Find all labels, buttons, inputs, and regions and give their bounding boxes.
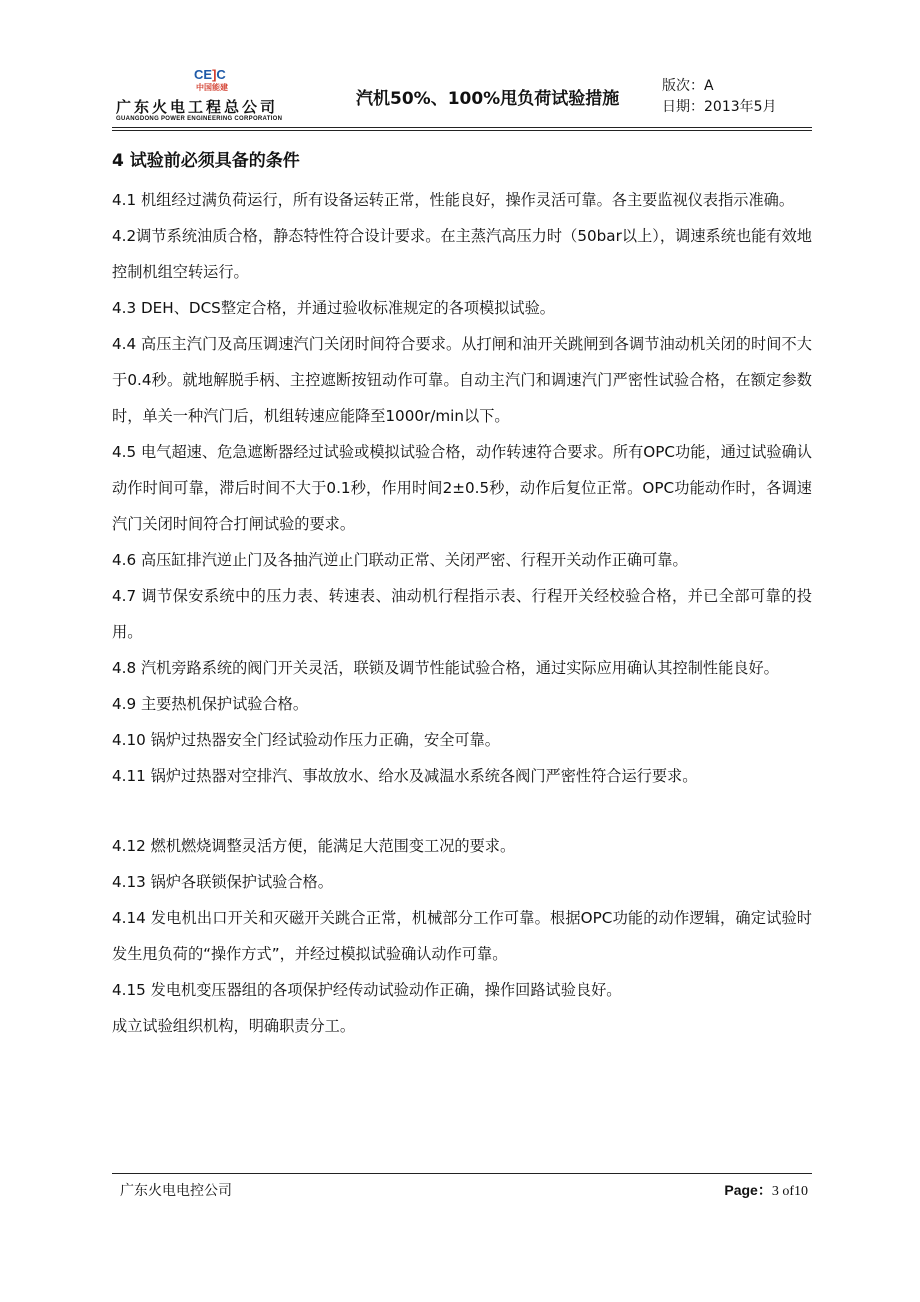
page-label: Page：: [724, 1182, 772, 1198]
company-logo: [112, 62, 317, 126]
paragraph-4-13: 4.13 锅炉各联锁保护试验合格。: [112, 873, 333, 891]
paragraph-4-14: 4.14 发电机出口开关和灭磁开关跳合正常，机械部分工作可靠。根据OPC功能的动作逻辑，确定试验时发生甩负荷的“操作方式”，并经过模拟试验确认动作可靠。: [112, 909, 812, 963]
paragraph-4-4: 4.4 高压主汽门及高压调速汽门关闭时间符合要求。从打闸和油开关跳闸到各调节油动机关闭的时间不大于0.4秒。就地解脱手柄、主控遮断按钮动作可靠。自动主汽门和调速汽门严密性试验合格，在额定参数时，单关一种汽门后，机组转速应能降至1000r/min以下。: [112, 335, 812, 425]
paragraph-4-3: 4.3 DEH、DCS整定合格，并通过验收标准规定的各项模拟试验。: [112, 299, 555, 317]
paragraph-4-5: 4.5 电气超速、危急遮断器经过试验或模拟试验合格，动作转速符合要求。所有OPC功能，通过试验确认动作时间可靠，滞后时间不大于0.1秒，作用时间2±0.5秒，动作后复位正常。OPC功能动作时，各调速汽门关闭时间符合打闸试验的要求。: [112, 443, 812, 533]
logo-mark-c1: C: [194, 67, 204, 82]
paragraph-4-10: 4.10 锅炉过热器安全门经试验动作压力正确，安全可靠。: [112, 731, 500, 749]
logo-mark-bracket: ]: [212, 67, 217, 82]
footer-company: 广东火电电控公司: [120, 1183, 232, 1199]
header-divider-secondary: [112, 130, 812, 131]
header-divider: [112, 127, 812, 128]
logo-mark: [194, 67, 226, 82]
paragraph-4-9: 4.9 主要热机保护试验合格。: [112, 695, 309, 713]
logo-company-name: 广东火电工程总公司: [116, 98, 279, 116]
logo-subtitle: 中国能建: [196, 83, 228, 92]
paragraph-4-12: 4.12 燃机燃烧调整灵活方便，能满足大范围变工况的要求。: [112, 837, 516, 855]
paragraph-4-2: 4.2调节系统油质合格，静态特性符合设计要求。在主蒸汽高压力时（50bar以上），调速系统也能有效地控制机组空转运行。: [112, 227, 812, 281]
paragraph-4-8: 4.8 汽机旁路系统的阀门开关灵活，联锁及调节性能试验合格，通过实际应用确认其控制性能良好。: [112, 659, 779, 677]
version-label: 版次：A: [662, 78, 714, 94]
paragraph-4-7: 4.7 调节保安系统中的压力表、转速表、油动机行程指示表、行程开关经校验合格，并已全部可靠的投用。: [112, 587, 812, 641]
logo-mark-e: E: [203, 67, 213, 82]
paragraph-4-15: 4.15 发电机变压器组的各项保护经传动试验动作正确，操作回路试验良好。: [112, 981, 622, 999]
page-header: [112, 62, 812, 126]
page-number: 3 of10: [771, 1184, 808, 1199]
footer-page-info: [724, 1180, 808, 1200]
logo-mark-c2: C: [216, 67, 226, 82]
paragraph-organization: 成立试验组织机构，明确职责分工。: [112, 1017, 355, 1035]
section-heading: 4 试验前必须具备的条件: [112, 151, 300, 171]
paragraph-4-11: 4.11 锅炉过热器对空排汽、事故放水、给水及减温水系统各阀门严密性符合运行要求。: [112, 767, 698, 785]
logo-english-name: GUANGDONG POWER ENGINEERING CORPORATION: [116, 116, 283, 122]
date-label: 日期：2013年5月: [662, 99, 777, 115]
footer-divider: [112, 1173, 812, 1174]
document-title: 汽机50%、100%甩负荷试验措施: [356, 89, 620, 109]
page-body: [112, 146, 812, 1044]
paragraph-4-6: 4.6 高压缸排汽逆止门及各抽汽逆止门联动正常、关闭严密、行程开关动作正确可靠。: [112, 551, 688, 569]
paragraph-4-1: 4.1 机组经过满负荷运行，所有设备运转正常，性能良好，操作灵活可靠。各主要监视仪表指示准确。: [112, 191, 795, 209]
document-meta: [662, 76, 777, 118]
